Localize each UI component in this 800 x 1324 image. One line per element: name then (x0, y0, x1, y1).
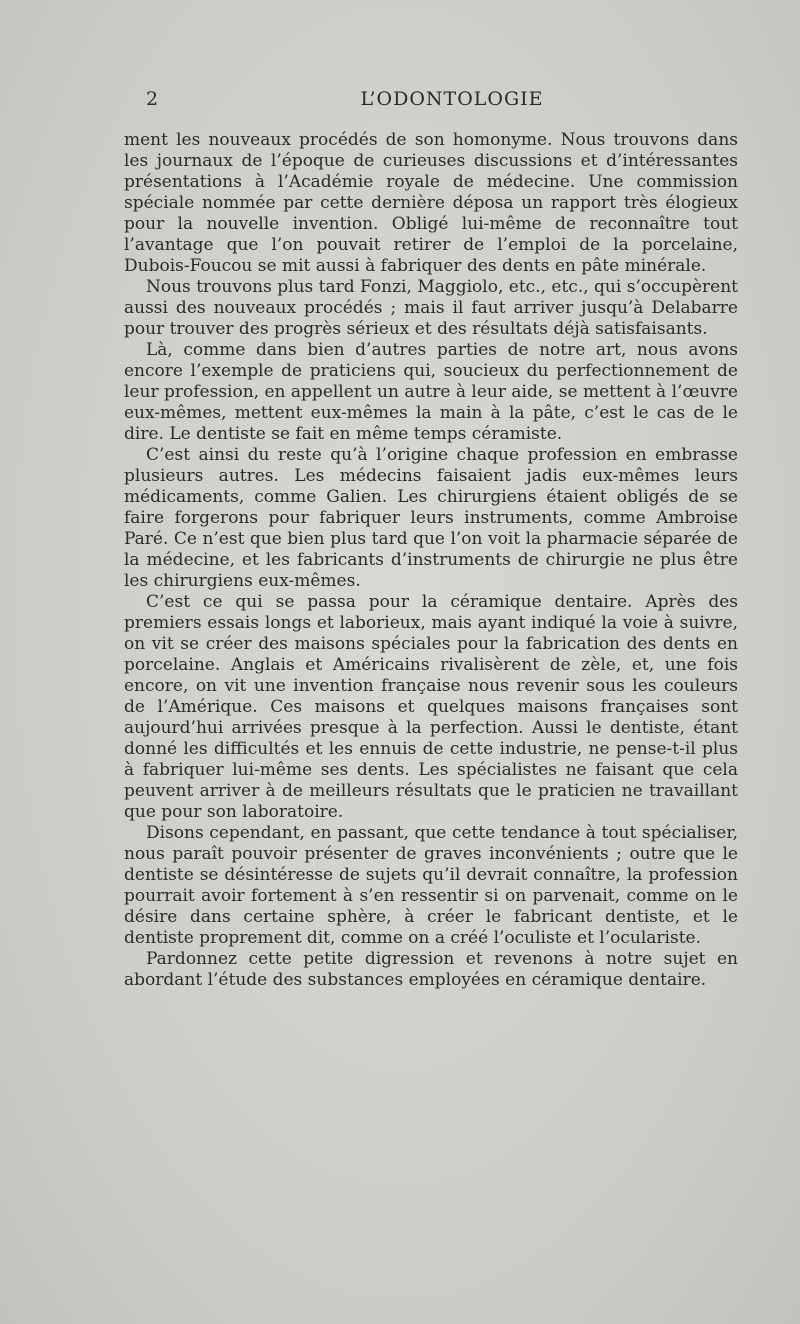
paragraph: ment les nouveaux procédés de son homonyme. Nous trouvons dans les journaux de l’époque de curieuses discussions et d’intéressantes présentations à l’Académie royale de médecine. Une commission spéciale nommée par cette dernière déposa un rapport très élogieux pour la nouvelle invention. Obligé lui-même de reconnaître tout l’avantage que l’on pouvait retirer de l’emploi de la porcelaine, Dubois-Foucou se mit aussi à fabriquer des dents en pâte minérale. (124, 130, 738, 276)
paragraph: Là, comme dans bien d’autres parties de notre art, nous avons encore l’exemple de praticiens qui, soucieux du perfectionnement de leur profession, en appellent un autre à leur aide, se mettent à l’œuvre eux-mêmes, mettent eux-mêmes la main à la pâte, c’est le cas de le dire. Le dentiste se fait en même temps céramiste. (124, 340, 738, 444)
body-text (124, 130, 738, 991)
paragraph: C’est ce qui se passa pour la céramique dentaire. Après des premiers essais longs et laborieux, mais ayant indiqué la voie à suivre, on vit se créer des maisons spéciales pour la fabrication des dents en porcelaine. Anglais et Américains rivalisèrent de zèle, et, une fois encore, on vit une invention française nous revenir sous les couleurs de l’Amérique. Ces maisons et quelques maisons françaises sont aujourd’hui arrivées presque à la perfection. Aussi le dentiste, étant donné les difficultés et les ennuis de cette industrie, ne pense-t-il plus à fabriquer lui-même ses dents. Les spécialistes ne faisant que cela peuvent arriver à de meilleurs résultats que le praticien ne travaillant que pour son laboratoire. (124, 592, 738, 822)
page-number: 2 (146, 88, 159, 110)
paragraph: C’est ainsi du reste qu’à l’origine chaque profession en embrasse plusieurs autres. Les médecins faisaient jadis eux-mêmes leurs médicaments, comme Galien. Les chirurgiens étaient obligés de se faire forgerons pour fabriquer leurs instruments, comme Ambroise Paré. Ce n’est que bien plus tard que l’on voit la pharmacie séparée de la médecine, et les fabricants d’instruments de chirurgie ne plus être les chirurgiens eux-mêmes. (124, 445, 738, 591)
page-header (146, 88, 730, 114)
paragraph: Pardonnez cette petite digression et revenons à notre sujet en abordant l’étude des substances employées en céramique dentaire. (124, 949, 738, 990)
paragraph: Nous trouvons plus tard Fonzi, Maggiolo, etc., etc., qui s’occupèrent aussi des nouveaux procédés ; mais il faut arriver jusqu’à Delabarre pour trouver des progrès sérieux et des résultats déjà satisfaisants. (124, 277, 738, 339)
paragraph: Disons cependant, en passant, que cette tendance à tout spécialiser, nous paraît pouvoir présenter de graves inconvénients ; outre que le dentiste se désintéresse de sujets qu’il devrait connaître, la profession pourrait avoir fortement à s’en ressentir si on parvenait, comme on le désire dans certaine sphère, à créer le fabricant dentiste, et le dentiste proprement dit, comme on a créé l’oculiste et l’oculariste. (124, 823, 738, 948)
running-head: L’ODONTOLOGIE (360, 88, 544, 110)
